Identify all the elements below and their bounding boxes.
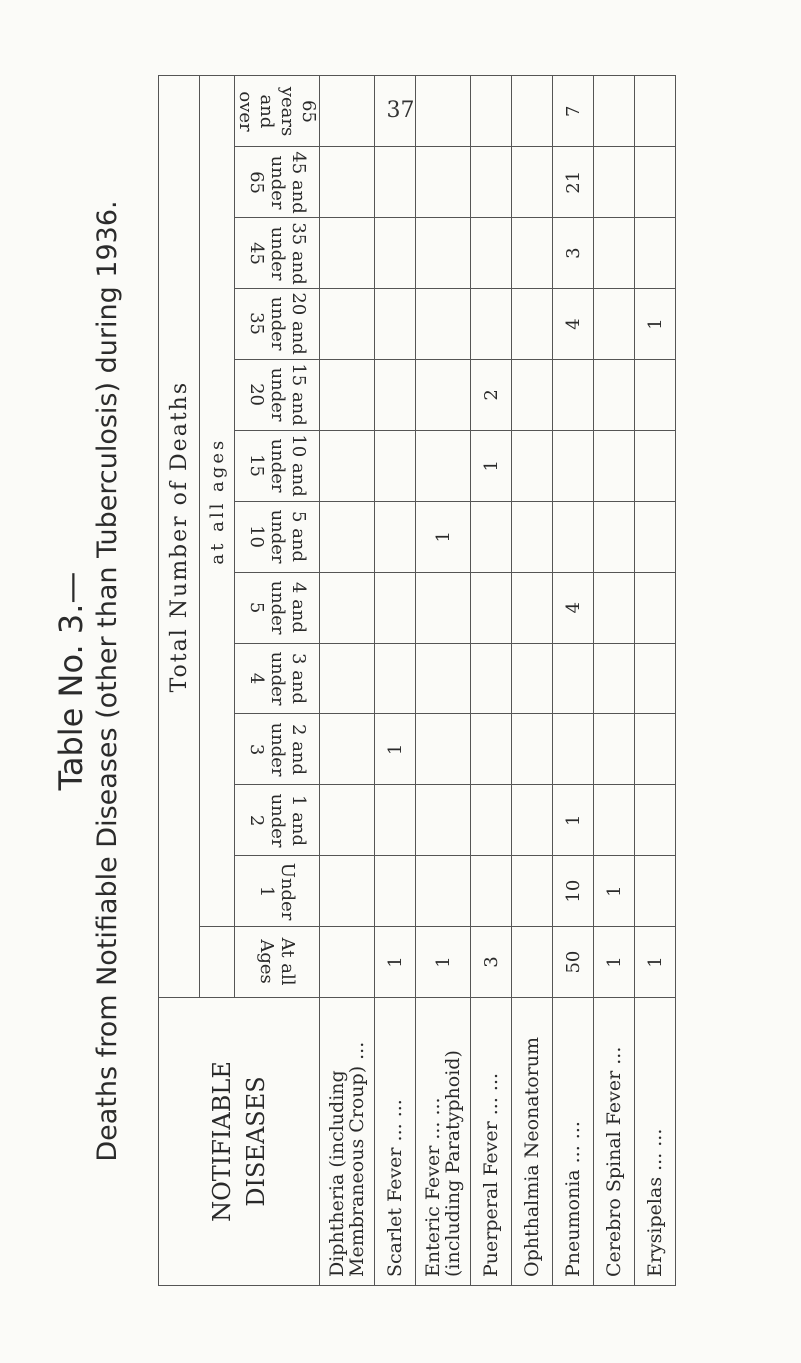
- death-count-cell: 4: [553, 289, 594, 360]
- death-count-cell: [635, 359, 676, 430]
- death-count-cell: [512, 359, 553, 430]
- death-count-cell: 21: [553, 147, 594, 218]
- death-count-cell: [471, 785, 512, 856]
- death-count-cell: [320, 76, 375, 147]
- death-count-cell: [471, 218, 512, 289]
- table-row: [320, 76, 375, 1286]
- age-column-header: [235, 501, 320, 572]
- death-count-cell: 1: [375, 714, 416, 785]
- death-count-cell: [375, 856, 416, 927]
- age-column-header: [235, 714, 320, 785]
- death-count-cell: [375, 359, 416, 430]
- death-count-cell: [512, 76, 553, 147]
- disease-name-line2: (including Paratyphoid): [442, 1050, 464, 1277]
- age-column-label: Under 1: [256, 862, 298, 920]
- death-count-cell: [375, 289, 416, 360]
- death-count-cell: 4: [553, 572, 594, 643]
- death-count-cell: [416, 359, 471, 430]
- death-count-cell: [320, 572, 375, 643]
- disease-name-line1: Scarlet Fever ... ...: [384, 1099, 406, 1277]
- disease-name-line1: Enteric Fever ... ...: [422, 1097, 444, 1277]
- death-count-cell: 1: [471, 430, 512, 501]
- death-count-cell: [594, 359, 635, 430]
- death-count-cell: [594, 643, 635, 714]
- total-deaths-header: Total Number of Deaths: [159, 76, 200, 998]
- header-spacer: [200, 927, 235, 998]
- age-column-label: 45 and under 65: [245, 151, 309, 214]
- age-column-header: [235, 289, 320, 360]
- death-count-cell: [512, 643, 553, 714]
- table-row: [375, 76, 416, 1286]
- death-count-cell: [416, 714, 471, 785]
- death-count-cell: [512, 927, 553, 998]
- death-count-cell: [635, 785, 676, 856]
- death-count-cell: [594, 218, 635, 289]
- death-count-cell: [320, 927, 375, 998]
- death-count-cell: 1: [594, 927, 635, 998]
- age-column-label: 20 and under 35: [245, 292, 309, 356]
- death-count-cell: [320, 785, 375, 856]
- death-count-cell: [416, 643, 471, 714]
- death-count-cell: [471, 76, 512, 147]
- death-count-cell: [320, 430, 375, 501]
- death-count-cell: [375, 218, 416, 289]
- death-count-cell: 1: [416, 927, 471, 998]
- death-count-cell: [416, 289, 471, 360]
- death-count-cell: [512, 856, 553, 927]
- death-count-cell: [512, 289, 553, 360]
- table-subtitle: Deaths from Notifiable Diseases (other than Tuberculosis) during 1936.: [92, 200, 123, 1162]
- death-count-cell: [512, 218, 553, 289]
- death-count-cell: [416, 430, 471, 501]
- disease-name: [471, 998, 512, 1286]
- table-row: [471, 76, 512, 1286]
- death-count-cell: [553, 430, 594, 501]
- age-column-label: 4 and under 5: [245, 580, 309, 635]
- age-column-label: 5 and under 10: [245, 509, 309, 564]
- death-count-cell: 1: [553, 785, 594, 856]
- death-count-cell: [375, 501, 416, 572]
- death-count-cell: [471, 572, 512, 643]
- death-count-cell: 1: [375, 927, 416, 998]
- death-count-cell: [512, 572, 553, 643]
- death-count-cell: [512, 430, 553, 501]
- age-column-header: [235, 218, 320, 289]
- disease-name: [512, 998, 553, 1286]
- death-count-cell: [416, 147, 471, 218]
- death-count-cell: [471, 643, 512, 714]
- death-count-cell: [471, 501, 512, 572]
- death-count-cell: [416, 76, 471, 147]
- disease-name-line1: Ophthalmia Neonatorum: [521, 1037, 543, 1277]
- death-count-cell: [416, 572, 471, 643]
- age-column-label: 1 and under 2: [245, 793, 309, 848]
- death-count-cell: [635, 430, 676, 501]
- death-count-cell: [635, 714, 676, 785]
- disease-name: [320, 998, 375, 1286]
- deaths-table: [158, 75, 676, 1286]
- age-column-label: At all Ages: [256, 938, 298, 986]
- disease-name-line1: Pneumonia ... ...: [562, 1121, 584, 1277]
- table-row: [512, 76, 553, 1286]
- death-count-cell: [416, 218, 471, 289]
- age-column-label: 35 and under 45: [245, 221, 309, 285]
- death-count-cell: [471, 289, 512, 360]
- death-count-cell: [320, 359, 375, 430]
- death-count-cell: [553, 501, 594, 572]
- disease-name: [375, 998, 416, 1286]
- death-count-cell: [320, 218, 375, 289]
- death-count-cell: [553, 643, 594, 714]
- death-count-cell: [512, 147, 553, 218]
- disease-name: [553, 998, 594, 1286]
- death-count-cell: [375, 147, 416, 218]
- age-column-header: [235, 147, 320, 218]
- age-column-header: [235, 430, 320, 501]
- age-column-label: 15 and under 20: [245, 363, 309, 427]
- death-count-cell: 1: [635, 927, 676, 998]
- age-column-header: [235, 856, 320, 927]
- death-count-cell: [635, 572, 676, 643]
- death-count-cell: [320, 501, 375, 572]
- death-count-cell: [635, 856, 676, 927]
- death-count-cell: [594, 147, 635, 218]
- table-row: [594, 76, 635, 1286]
- death-count-cell: [471, 147, 512, 218]
- death-count-cell: [635, 147, 676, 218]
- disease-name: [416, 998, 471, 1286]
- death-count-cell: [375, 76, 416, 147]
- disease-name: [594, 998, 635, 1286]
- death-count-cell: [375, 643, 416, 714]
- table-row: [416, 76, 471, 1286]
- age-column-header: [235, 785, 320, 856]
- diseases-header-line1: NOTIFIABLE: [208, 1061, 236, 1222]
- disease-name-line1: Diphtheria (including: [326, 1070, 348, 1277]
- death-count-cell: 1: [635, 289, 676, 360]
- death-count-cell: 3: [553, 218, 594, 289]
- death-count-cell: [512, 714, 553, 785]
- death-count-cell: [635, 643, 676, 714]
- disease-name-line2: Membraneous Croup) ...: [346, 1041, 368, 1277]
- disease-name-line1: Puerperal Fever ... ...: [480, 1072, 502, 1277]
- rotated-table-page: [50, 76, 750, 1286]
- death-count-cell: [635, 218, 676, 289]
- death-count-cell: [320, 289, 375, 360]
- death-count-cell: [635, 76, 676, 147]
- death-count-cell: [594, 501, 635, 572]
- disease-name-line1: Cerebro Spinal Fever ...: [603, 1046, 625, 1277]
- death-count-cell: [471, 714, 512, 785]
- death-count-cell: [320, 147, 375, 218]
- death-count-cell: [594, 785, 635, 856]
- death-count-cell: [553, 359, 594, 430]
- death-count-cell: [375, 430, 416, 501]
- age-column-header: [235, 643, 320, 714]
- death-count-cell: [594, 572, 635, 643]
- death-count-cell: [375, 572, 416, 643]
- age-column-label: 65 years and over: [235, 86, 319, 136]
- diseases-header-line2: DISEASES: [242, 1076, 270, 1207]
- age-column-header: [235, 359, 320, 430]
- death-count-cell: [320, 856, 375, 927]
- age-column-header: [235, 76, 320, 147]
- death-count-cell: [375, 785, 416, 856]
- death-count-cell: [416, 856, 471, 927]
- age-column-label: 2 and under 3: [245, 722, 309, 777]
- death-count-cell: [320, 643, 375, 714]
- death-count-cell: [320, 714, 375, 785]
- death-count-cell: [594, 76, 635, 147]
- age-column-label: 3 and under 4: [245, 651, 309, 706]
- age-column-header: [235, 927, 320, 998]
- death-count-cell: 1: [416, 501, 471, 572]
- table-row: [553, 76, 594, 1286]
- death-count-cell: [512, 501, 553, 572]
- table-title: Table No. 3.—: [52, 571, 90, 791]
- table-row: [635, 76, 676, 1286]
- death-count-cell: 7: [553, 76, 594, 147]
- disease-name-line1: Erysipelas ... ...: [644, 1128, 666, 1277]
- death-count-cell: [594, 714, 635, 785]
- all-ages-header: at all ages: [200, 76, 235, 927]
- death-count-cell: [553, 714, 594, 785]
- death-count-cell: [594, 430, 635, 501]
- death-count-cell: 2: [471, 359, 512, 430]
- disease-name: [635, 998, 676, 1286]
- death-count-cell: [416, 785, 471, 856]
- death-count-cell: 10: [553, 856, 594, 927]
- age-column-header: [235, 572, 320, 643]
- death-count-cell: 3: [471, 927, 512, 998]
- death-count-cell: 1: [594, 856, 635, 927]
- age-column-label: 10 and under 15: [245, 434, 309, 498]
- death-count-cell: 50: [553, 927, 594, 998]
- page-number: 37: [386, 98, 415, 123]
- death-count-cell: [471, 856, 512, 927]
- death-count-cell: [594, 289, 635, 360]
- death-count-cell: [512, 785, 553, 856]
- diseases-header: [159, 998, 320, 1286]
- death-count-cell: [635, 501, 676, 572]
